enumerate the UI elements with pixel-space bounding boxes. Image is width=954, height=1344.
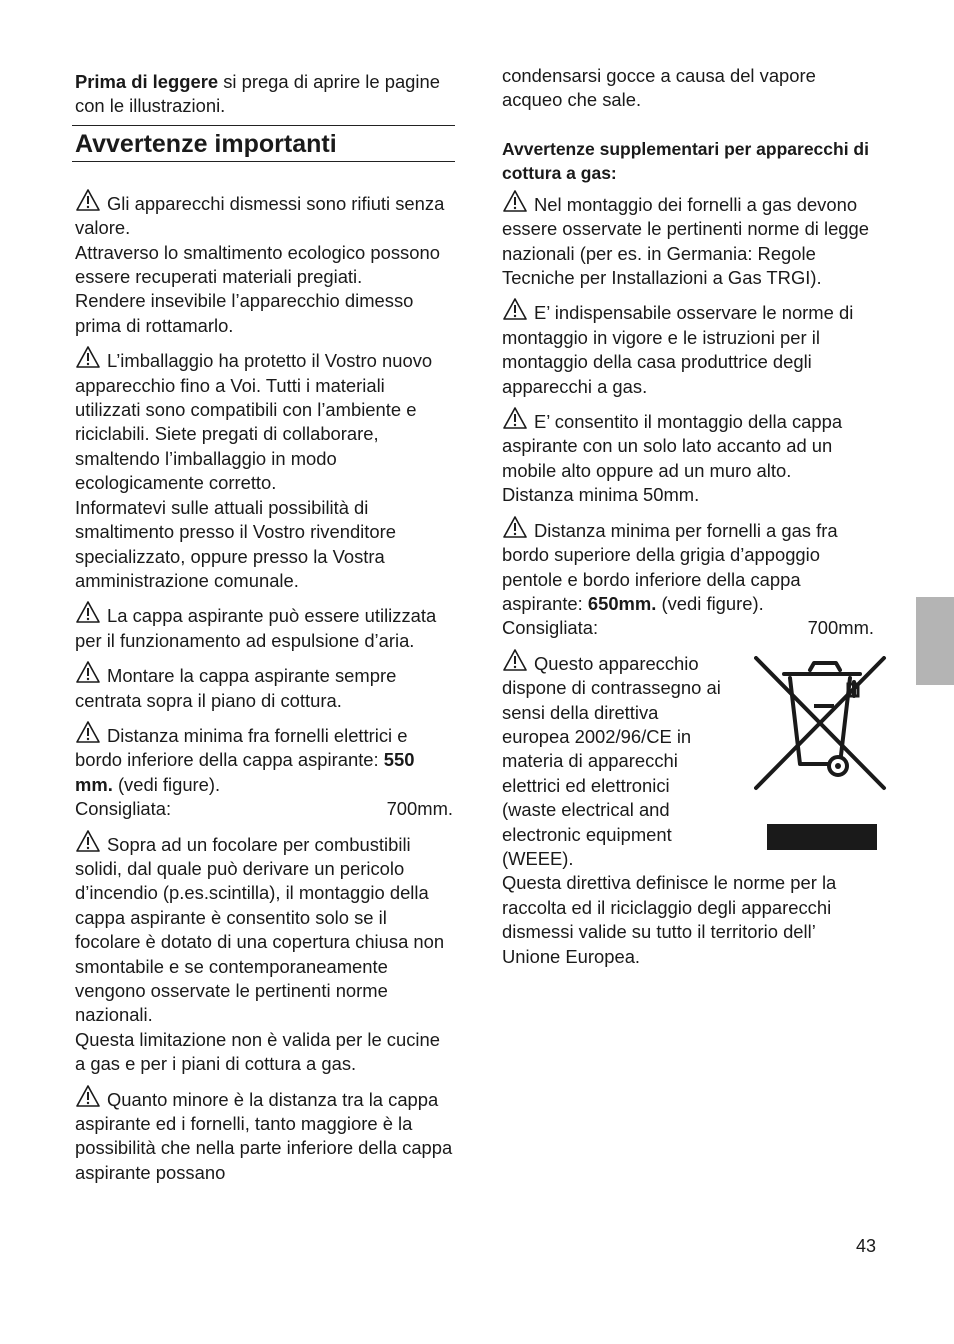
warning-paragraph: E’ consentito il montaggio della cappa aspirante con un solo lato accanto ad un mobile alto oppure ad un muro alto. <box>502 406 874 483</box>
warning-triangle-icon <box>75 345 101 369</box>
warning-paragraph: Montare la cappa aspirante sempre centrata sopra il piano di cottura. <box>75 660 453 713</box>
recommended-distance: Consigliata: 700mm. <box>75 798 453 820</box>
recommended-distance: Consigliata: 700mm. <box>502 617 874 639</box>
crossed-out-wheelie-bin-icon <box>754 656 888 802</box>
page-number: 43 <box>856 1236 877 1256</box>
warning-triangle-icon <box>502 297 528 321</box>
section-heading: Avvertenze importanti <box>75 129 337 158</box>
paragraph: Distanza minima 50mm. <box>502 484 700 506</box>
warning-triangle-icon <box>502 515 528 539</box>
warning-triangle-icon <box>75 660 101 684</box>
paragraph: Questa direttiva definisce le norme per la raccolta ed il riciclaggio degli apparecchi dismessi valide su tutto il territorio dell’ Unione Europea. <box>502 872 837 967</box>
warning-triangle-icon <box>75 188 101 212</box>
warning-paragraph: L’imballaggio ha protetto il Vostro nuovo apparecchio fino a Voi. Tutti i materiali utilizzati sono compatibili con l’ambiente e riciclabili. Siete pregati di collaborare, smaltendo l’imballaggio in modo ecologicamente corretto. <box>75 345 453 495</box>
warning-paragraph: Nel montaggio dei fornelli a gas devono essere osservate le pertinenti norme di legge nazionali (per es. in Germania: Regole Tecniche per Installazioni a Gas TRGI). <box>502 189 874 291</box>
warning-paragraph: Quanto minore è la distanza tra la cappa aspirante ed i fornelli, tanto maggiore è la possibilità che nella parte inferiore della cappa aspirante possano <box>75 1084 453 1186</box>
warning-triangle-icon <box>502 406 528 430</box>
weee-block <box>502 648 874 872</box>
warning-paragraph: E’ indispensabile osservare le norme di montaggio in vigore e le istruzioni per il montaggio della casa produttrice degli apparecchi a gas. <box>502 297 874 399</box>
paragraph: Attraverso lo smaltimento ecologico possono essere recuperati materiali pregiati. <box>75 241 440 288</box>
warning-triangle-icon <box>502 648 528 672</box>
warning-triangle-icon <box>502 189 528 213</box>
warning-paragraph: Questo apparecchio dispone di contrassegno ai sensi della direttiva europea 2002/96/CE in materia di apparecchi elettrici ed elettronici (waste electrical and electronic equipment (WEEE). <box>502 648 722 872</box>
warning-paragraph: Distanza minima fra fornelli elettrici e bordo inferiore della cappa aspirante: 550 mm. (vedi figure). <box>75 720 453 797</box>
warning-triangle-icon <box>75 600 101 624</box>
weee-black-bar <box>767 824 877 850</box>
warning-triangle-icon <box>75 720 101 744</box>
warning-paragraph: Sopra ad un focolare per combustibili solidi, dal quale può derivare un pericolo d’incendio (p.es.scintilla), il montaggio della cappa aspirante è consentito solo se il focolare è dotato di una copertura chiusa non smontabile e se contemporaneamente vengono osservate le pertinenti norme nazionali. <box>75 829 453 1028</box>
left-column <box>75 70 453 1185</box>
paragraph: Informatevi sulle attuali possibilità di smaltimento presso il Vostro rivenditore specializzato, oppure presso la Vostra amministrazione comunale. <box>75 496 396 591</box>
warning-paragraph: Distanza minima per fornelli a gas fra bordo superiore della grigia d’appoggio pentole e bordo inferiore della cappa aspirante: 650mm. (vedi figure). <box>502 515 874 617</box>
warning-paragraph: Gli apparecchi dismessi sono rifiuti senza valore. <box>75 188 453 241</box>
paragraph: Questa limitazione non è valida per le cucine a gas e per i piani di cottura a gas. <box>75 1028 440 1075</box>
subsection-heading: Avvertenze supplementari per apparecchi di cottura a gas: <box>502 138 869 183</box>
paragraph: condensarsi gocce a causa del vapore acqueo che sale. <box>502 65 816 111</box>
chapter-tab-marker <box>916 597 954 685</box>
intro-note: Prima di leggere si prega di aprire le pagine con le illustrazioni. <box>75 71 440 117</box>
warning-triangle-icon <box>75 1084 101 1108</box>
right-column <box>502 64 874 969</box>
warning-paragraph: La cappa aspirante può essere utilizzata per il funzionamento ad espulsione d’aria. <box>75 600 453 653</box>
section-heading-box <box>72 125 455 162</box>
paragraph: Rendere insevibile l’apparecchio dimesso prima di rottamarlo. <box>75 290 414 336</box>
warning-triangle-icon <box>75 829 101 853</box>
